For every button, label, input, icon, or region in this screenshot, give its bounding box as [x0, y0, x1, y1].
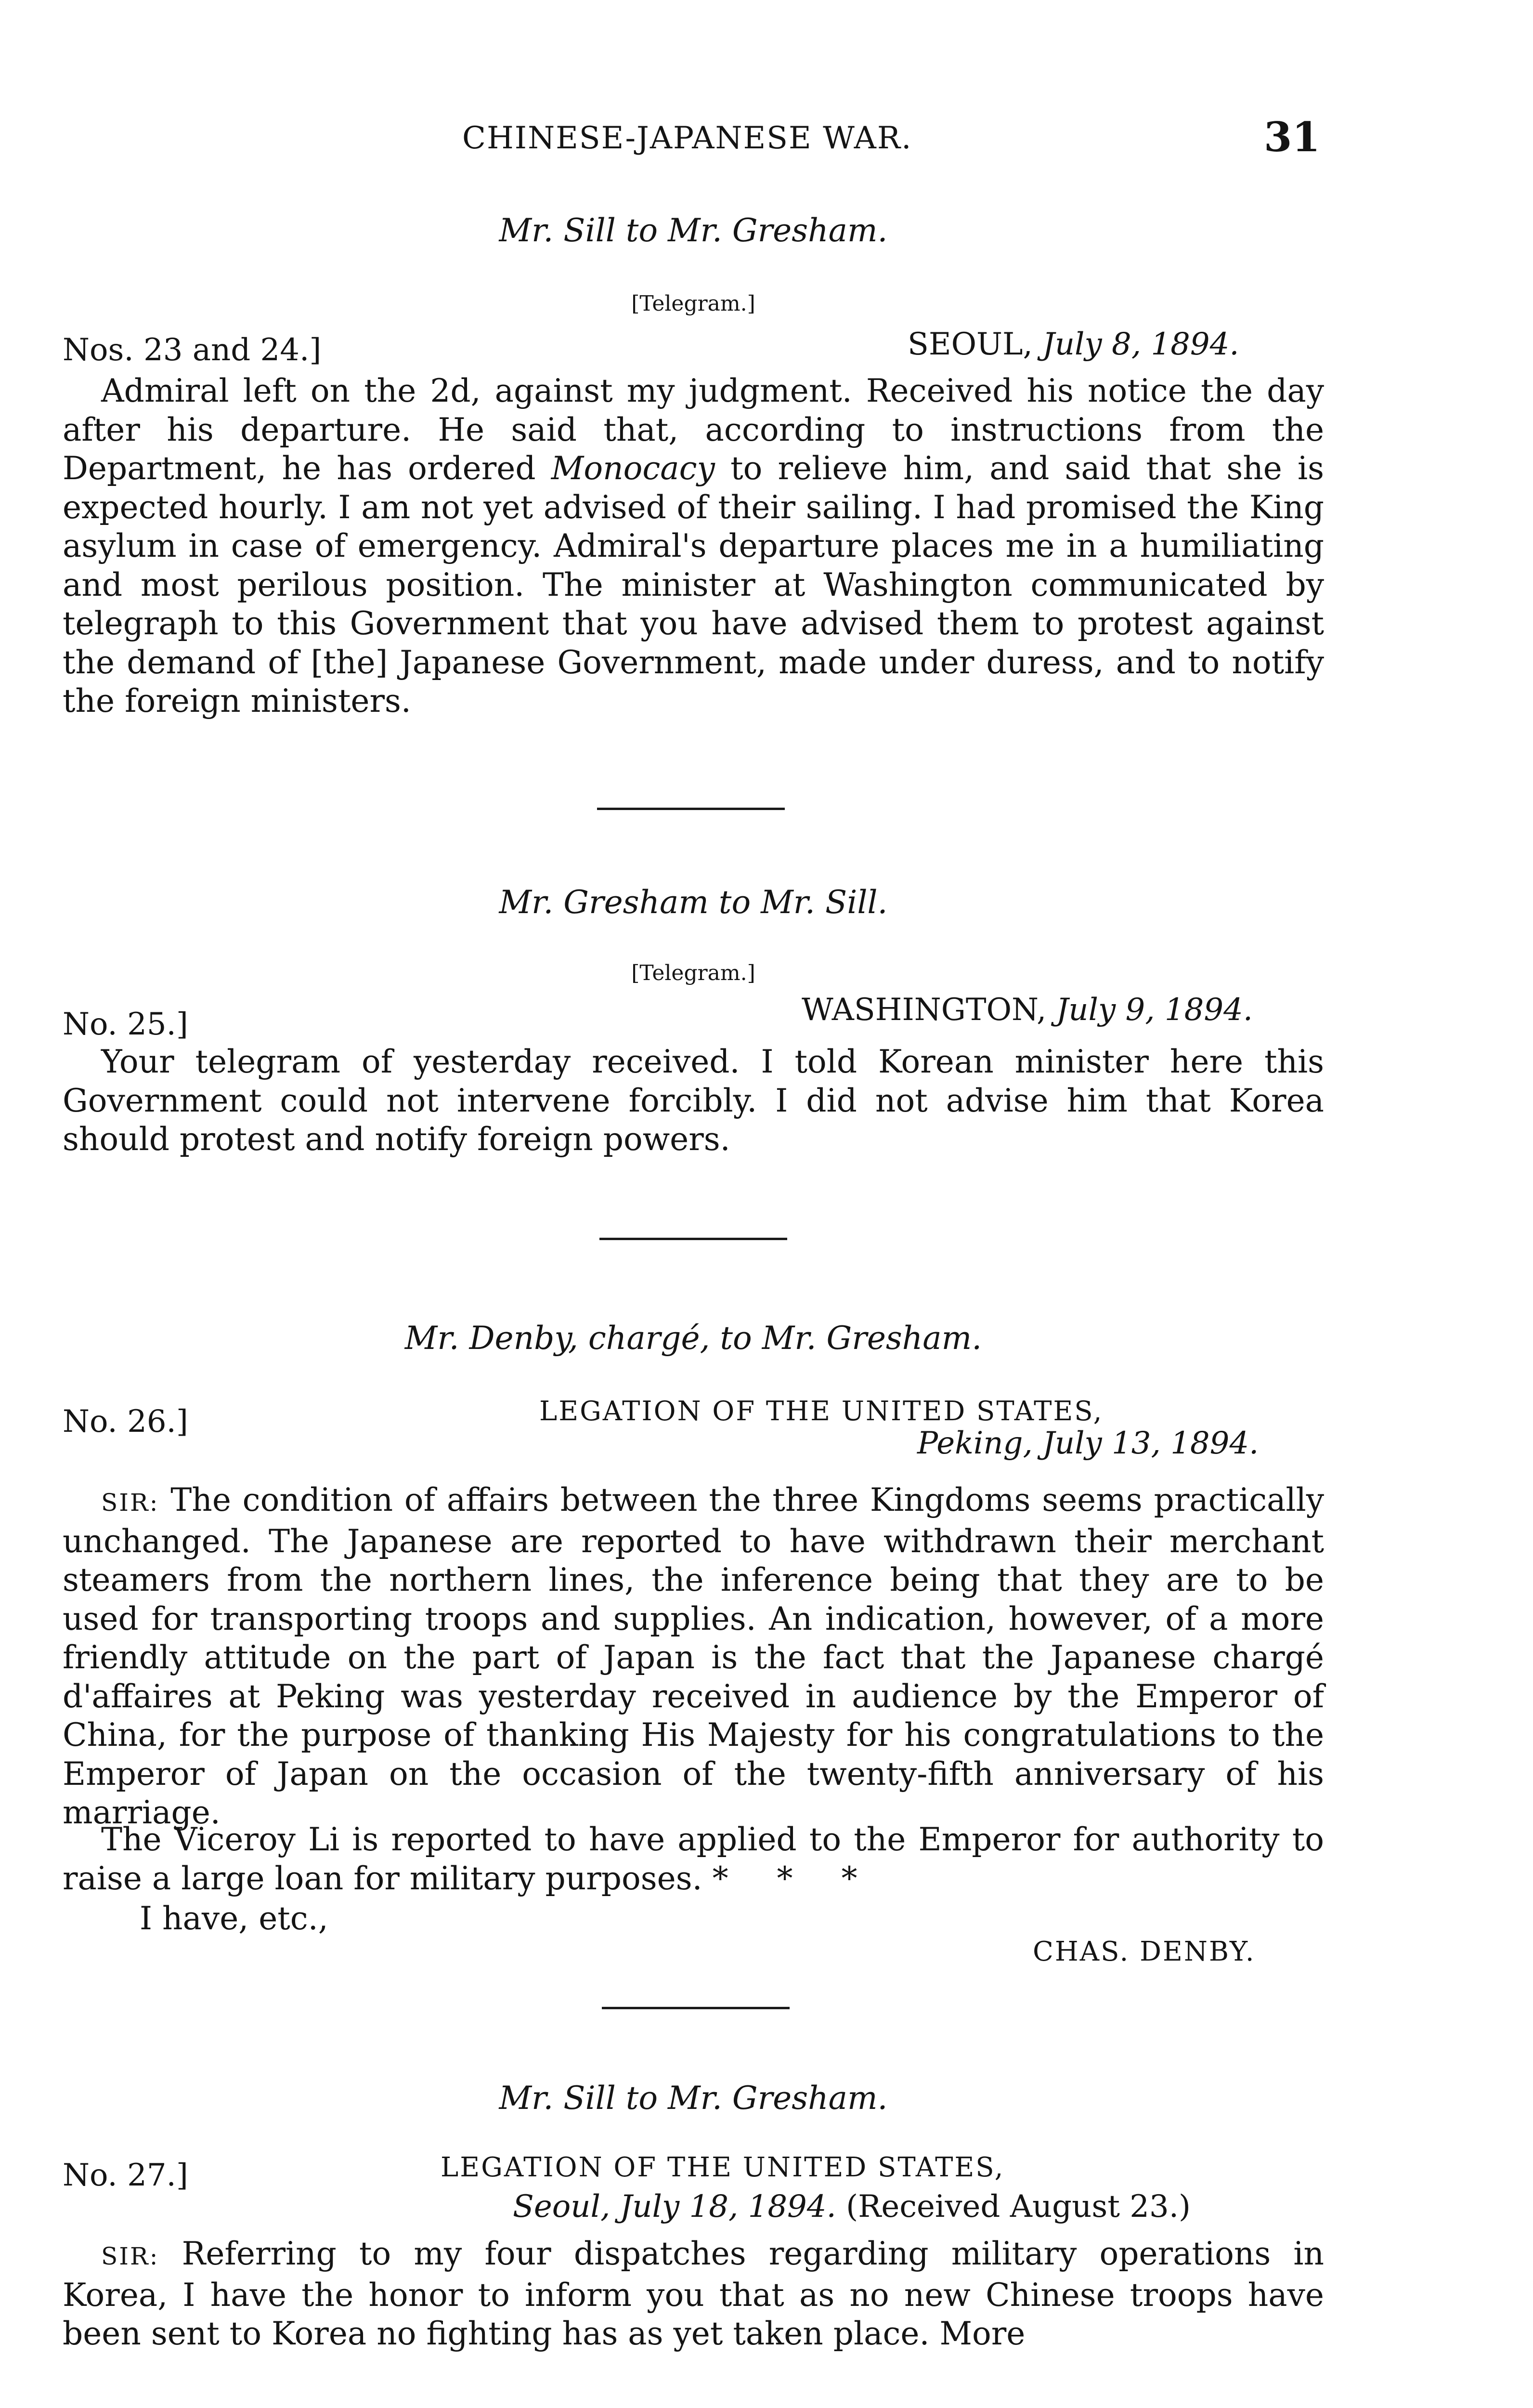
doc4-dateline — [513, 2189, 1191, 2225]
doc3-salutation: SIR: — [101, 1489, 159, 1517]
doc1-date: July 8, 1894. — [1042, 327, 1239, 362]
doc4-salutation: SIR: — [101, 2242, 159, 2270]
doc3-number: No. 26.] — [63, 1404, 188, 1440]
doc2-heading: Mr. Gresham to Mr. Sill. — [499, 884, 888, 921]
doc3-body-paragraph-1 — [63, 1481, 1324, 1832]
doc1-place: SEOUL — [908, 327, 1023, 362]
section-divider — [597, 808, 785, 810]
page-number: 31 — [1264, 113, 1320, 161]
doc4-body — [63, 2235, 1324, 2354]
doc2-telegram-label: [Telegram.] — [631, 961, 755, 985]
doc3-signature: CHAS. DENBY. — [1033, 1936, 1256, 1967]
section-divider — [602, 2007, 790, 2009]
doc3-place-date-text: Peking, July 13, 1894. — [917, 1426, 1259, 1461]
running-title: CHINESE-JAPANESE WAR. — [462, 120, 912, 156]
doc3-heading: Mr. Denby, chargé, to Mr. Gresham. — [404, 1320, 982, 1357]
doc1-body-part1: Admiral left on the 2d, against my judgment. Received his notice the day after his departure. He said that, according to instructions from the Department, he has ordered — [63, 372, 1324, 487]
doc3-body-1-text: The condition of affairs between the three Kingdoms seems practically unchanged. The Japanese are reported to have withdrawn their merchant steamers from the northern lines, the inference being that they are to be used for transporting troops and supplies. An indication, however, of a more friendly attitude on the part of Japan is the fact that the Japanese chargé d'affaires at Peking was yesterday received in audience by the Emperor of China, for the purpose of thanking His Majesty for his congratulations to the Emperor of Japan on the occasion of the twenty-fifth anniversary of his marriage. — [63, 1481, 1324, 1831]
doc2-place: WASHINGTON — [802, 992, 1037, 1028]
doc4-heading: Mr. Sill to Mr. Gresham. — [499, 2080, 888, 2117]
doc1-telegram-label: [Telegram.] — [631, 291, 755, 316]
doc1-heading: Mr. Sill to Mr. Gresham. — [499, 212, 888, 249]
doc2-date: July 9, 1894. — [1056, 992, 1253, 1028]
doc4-received: (Received August 23.) — [846, 2189, 1191, 2225]
doc4-legation: LEGATION OF THE UNITED STATES, — [441, 2152, 1005, 2183]
doc3-closing: I have, etc., — [140, 1900, 328, 1937]
doc4-place-date: Seoul, July 18, 1894. — [513, 2189, 836, 2225]
doc3-ellipsis: * * * — [712, 1859, 877, 1897]
doc3-legation: LEGATION OF THE UNITED STATES, — [539, 1396, 1104, 1427]
doc3-body-paragraph-2 — [63, 1820, 1324, 1898]
doc3-body-2-text: The Viceroy Li is reported to have applied to the Emperor for authority to raise a large loan for military purposes. — [63, 1821, 1324, 1897]
doc2-number: No. 25.] — [63, 1007, 188, 1042]
section-divider — [599, 1238, 787, 1240]
doc2-dateline: WASHINGTON, July 9, 1894. — [802, 992, 1253, 1028]
doc1-dateline: SEOUL, July 8, 1894. — [908, 327, 1239, 362]
doc2-body: Your telegram of yesterday received. I told Korean minister here this Government could not intervene forcibly. I did not advise him that Korea should protest and notify foreign powers. — [63, 1043, 1324, 1158]
doc1-ship-name: Monocacy — [551, 450, 715, 487]
doc3-place-date — [917, 1426, 1259, 1461]
doc1-number: Nos. 23 and 24.] — [63, 332, 322, 368]
doc4-body-text: Referring to my four dispatches regarding military operations in Korea, I have the honor to inform you that as no new Chinese troops have been sent to Korea no fighting has as yet taken place. More — [63, 2235, 1324, 2352]
doc4-number: No. 27.] — [63, 2158, 188, 2193]
doc1-body — [63, 372, 1324, 721]
doc1-body-part2: to relieve him, and said that she is expected hourly. I am not yet advised of their sailing. I had promised the King asylum in case of emergency. Admiral's departure places me in a humiliating and most perilous position. The minister at Washington communicated by telegraph to this Government that you have advised them to protest against the demand of [the] Japanese Government, made under duress, and to notify the foreign ministers. — [63, 450, 1324, 720]
